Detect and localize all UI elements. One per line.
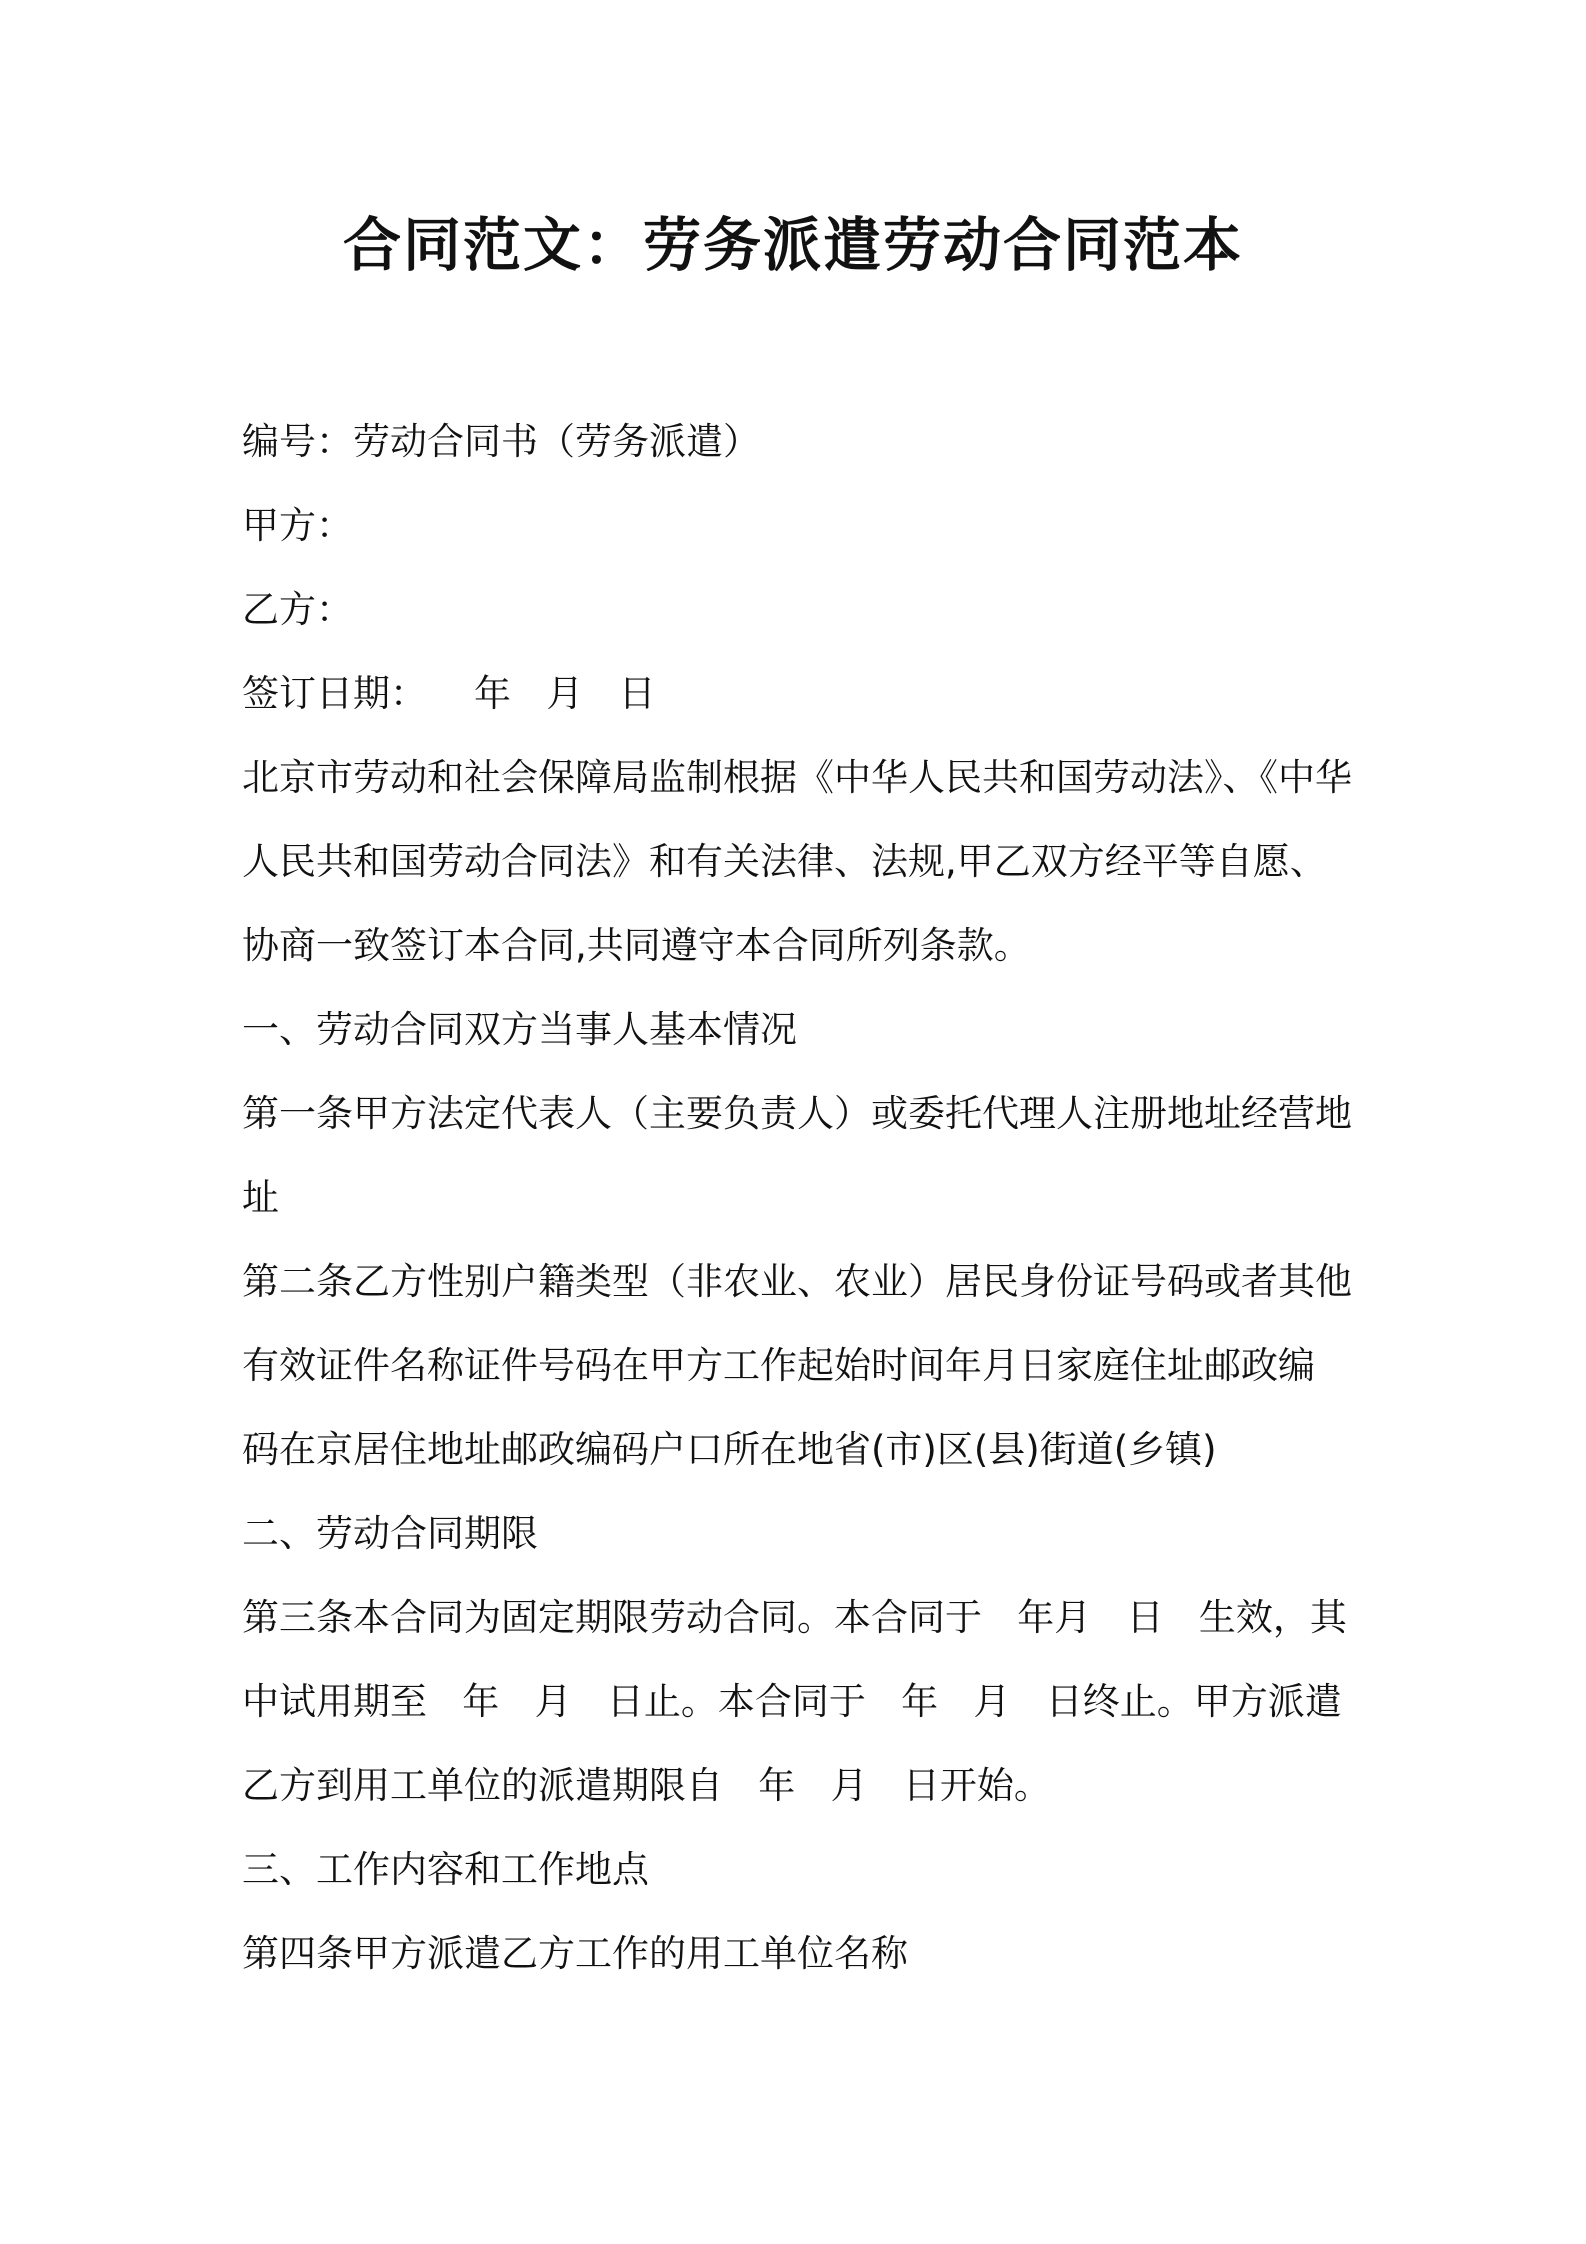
preamble-line-3: 协商一致签订本合同,共同遵守本合同所列条款。 — [242, 924, 1031, 967]
signing-date-line: 签订日期： 年 月 日 — [242, 672, 656, 715]
party-a-line: 甲方： — [242, 504, 353, 547]
section-heading-3: 三、工作内容和工作地点 — [242, 1848, 649, 1891]
article-1-line-2: 址 — [242, 1176, 279, 1219]
article-3-line-2: 中试用期至 年 月 日止。本合同于 年 月 日终止。甲方派遣 — [242, 1680, 1342, 1723]
article-2-line-2: 有效证件名称证件号码在甲方工作起始时间年月日家庭住址邮政编 — [242, 1344, 1315, 1387]
section-heading-2: 二、劳动合同期限 — [242, 1512, 538, 1555]
document-title: 合同范文：劳务派遣劳动合同范本 — [342, 211, 1243, 279]
preamble-line-2: 人民共和国劳动合同法》和有关法律、法规,甲乙双方经平等自愿、 — [242, 840, 1327, 883]
article-4-line-1: 第四条甲方派遣乙方工作的用工单位名称 — [242, 1932, 908, 1975]
article-2-line-1: 第二条乙方性别户籍类型（非农业、农业）居民身份证号码或者其他 — [242, 1260, 1352, 1303]
section-heading-1: 一、劳动合同双方当事人基本情况 — [242, 1008, 797, 1051]
article-2-line-3: 码在京居住地址邮政编码户口所在地省(市)区(县)街道(乡镇) — [242, 1428, 1217, 1471]
party-b-line: 乙方： — [242, 588, 353, 631]
article-1-line-1: 第一条甲方法定代表人（主要负责人）或委托代理人注册地址经营地 — [242, 1092, 1352, 1135]
preamble-line-1: 北京市劳动和社会保障局监制根据《中华人民共和国劳动法》、《中华 — [242, 756, 1352, 799]
article-3-line-3: 乙方到用工单位的派遣期限自 年 月 日开始。 — [242, 1764, 1051, 1807]
document-body — [242, 400, 1362, 1996]
article-3-line-1: 第三条本合同为固定期限劳动合同。本合同于 年月 日 生效，其 — [242, 1596, 1347, 1639]
contract-number-line: 编号：劳动合同书（劳务派遣） — [242, 420, 760, 463]
